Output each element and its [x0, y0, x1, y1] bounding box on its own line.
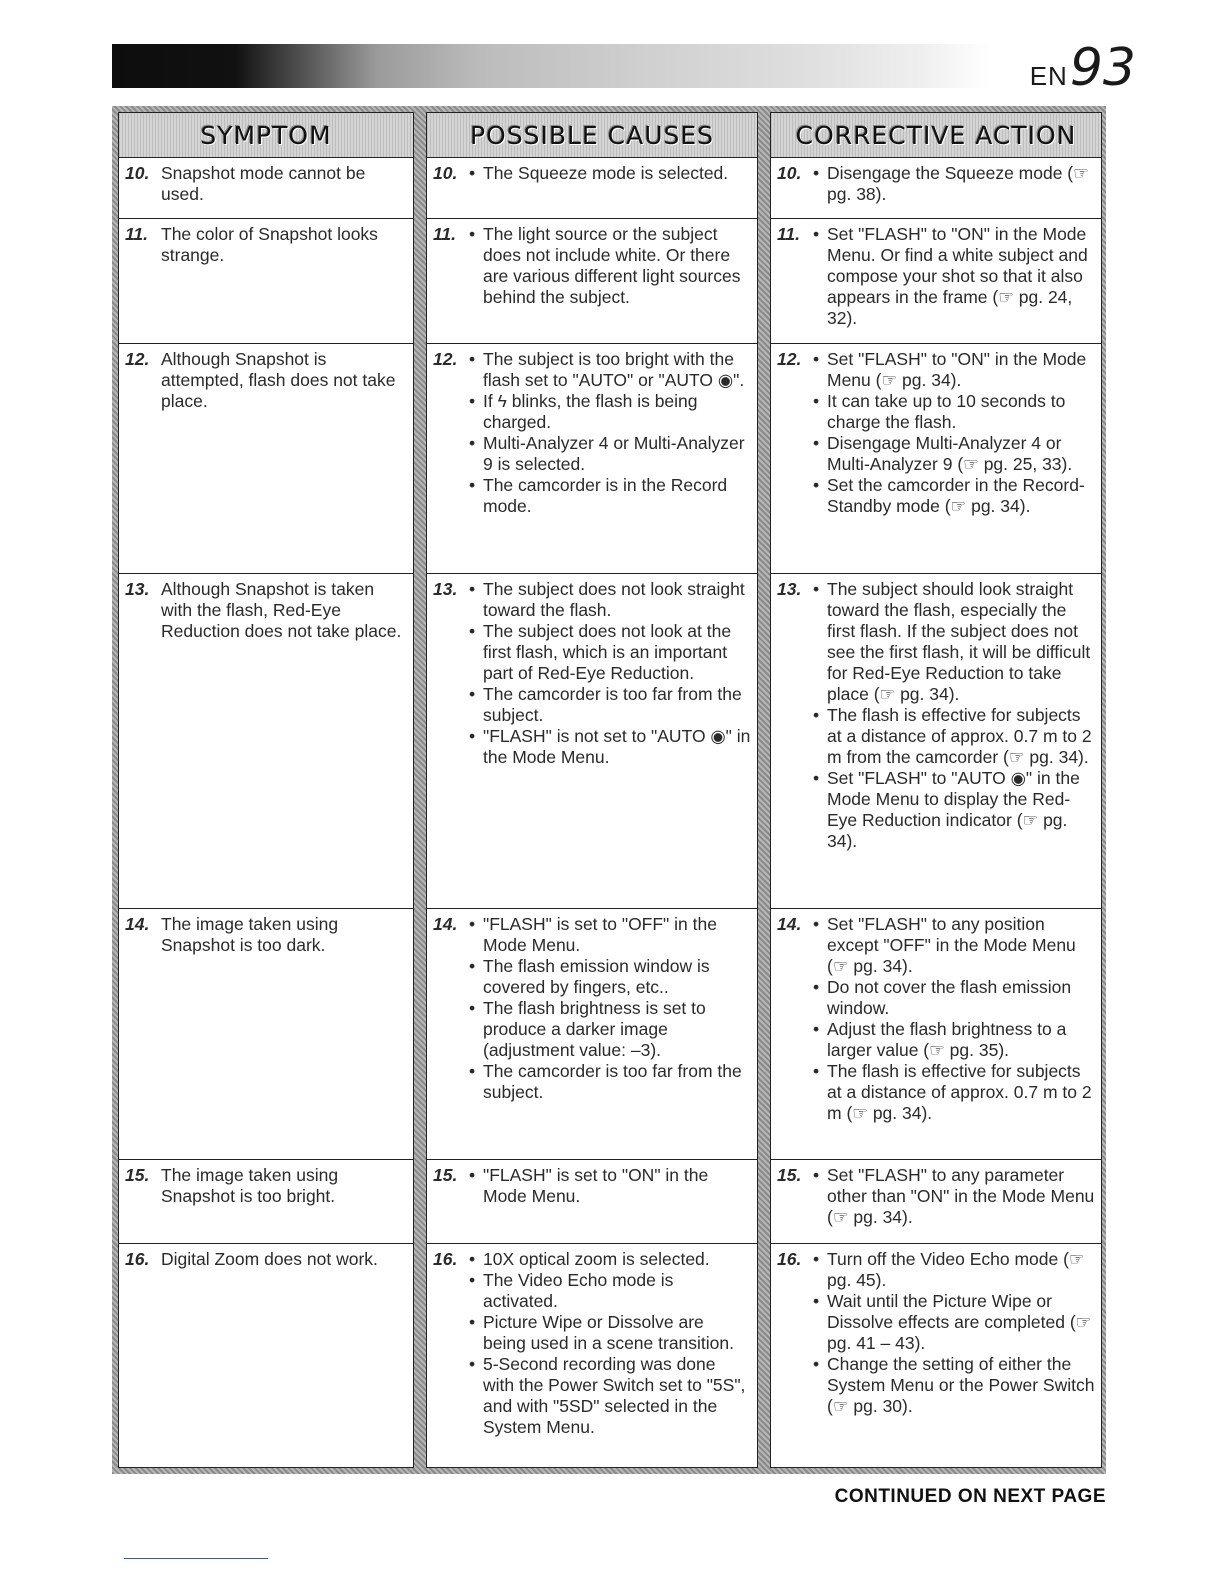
action-text: Set the camcorder in the Record-Standby mode (☞ pg. 34).: [827, 475, 1085, 516]
item-number: 14.: [777, 914, 802, 934]
symptom-text: Digital Zoom does not work.: [161, 1249, 378, 1269]
action-item: [813, 768, 1095, 852]
cause-text: 10X optical zoom is selected.: [483, 1249, 710, 1269]
item-number: 14.: [125, 914, 150, 934]
bullet-icon: •: [813, 475, 820, 495]
action-text: Do not cover the flash emission window.: [827, 977, 1072, 1018]
cause-item: [469, 475, 751, 517]
cause-text: "FLASH" is set to "ON" in the Mode Menu.: [483, 1165, 709, 1206]
action-text: The subject should look straight toward the flash, especially the first flash. If the subject does not see the first flash, it will be difficult for Red-Eye Reduction to take place (☞ pg. 34).: [827, 579, 1091, 704]
list-item: [433, 224, 751, 308]
cause-list: [469, 1249, 751, 1438]
action-item: [813, 163, 1095, 205]
action-text: Set "FLASH" to any parameter other than "ON" in the Mode Menu (☞ pg. 34).: [827, 1165, 1095, 1227]
possible-causes-header-label: POSSIBLE CAUSES: [469, 120, 715, 150]
item-number: 14.: [433, 914, 458, 934]
cause-text: The Squeeze mode is selected.: [483, 163, 729, 183]
action-item: [813, 1249, 1095, 1291]
footer-rule: [124, 1558, 268, 1559]
table-row: [427, 343, 757, 574]
table-row: [771, 908, 1101, 1160]
action-text: Disengage Multi-Analyzer 4 or Multi-Analyzer 9 (☞ pg. 25, 33).: [827, 433, 1073, 474]
cause-item: [469, 956, 751, 998]
item-number: 13.: [777, 579, 802, 599]
bullet-icon: •: [469, 1270, 476, 1290]
table-row: [427, 157, 757, 219]
bullet-icon: •: [469, 1249, 476, 1269]
action-item: [813, 1061, 1095, 1124]
bullet-icon: •: [469, 391, 476, 411]
table-row: [771, 218, 1101, 344]
action-item: [813, 475, 1095, 517]
bullet-icon: •: [469, 1354, 476, 1374]
item-number: 16.: [433, 1249, 458, 1269]
cause-text: 5-Second recording was done with the Power Switch set to "5S", and with "5SD" selected in the System Menu.: [483, 1354, 746, 1437]
cause-text: The flash emission window is covered by fingers, etc..: [483, 956, 710, 997]
action-list: [813, 224, 1095, 329]
action-text: Set "FLASH" to any position except "OFF" in the Mode Menu (☞ pg. 34).: [827, 914, 1076, 976]
bullet-icon: •: [813, 1291, 820, 1311]
cause-item: [469, 621, 751, 684]
action-list: [813, 163, 1095, 205]
cause-item: [469, 224, 751, 308]
cause-item: [469, 1312, 751, 1354]
cause-item: [469, 998, 751, 1061]
bullet-icon: •: [469, 621, 476, 641]
action-item: [813, 1019, 1095, 1061]
list-item: [433, 349, 751, 517]
symptom-text: Although Snapshot is attempted, flash does not take place.: [161, 349, 396, 411]
action-item: [813, 1291, 1095, 1354]
bullet-icon: •: [469, 1061, 476, 1081]
table-row: [119, 1243, 413, 1469]
cause-item: [469, 1061, 751, 1103]
table-row: [119, 908, 413, 1160]
symptom-text: The color of Snapshot looks strange.: [161, 224, 378, 265]
bullet-icon: •: [813, 349, 820, 369]
cause-list: [469, 579, 751, 768]
item-number: 12.: [125, 349, 150, 369]
bullet-icon: •: [813, 1165, 820, 1185]
list-item: [125, 579, 407, 642]
list-item: [777, 1249, 1095, 1417]
table-row: [427, 573, 757, 909]
cause-item: [469, 914, 751, 956]
bullet-icon: •: [813, 579, 820, 599]
list-item: [433, 1249, 751, 1438]
symptom-header: [119, 113, 413, 158]
action-item: [813, 1354, 1095, 1417]
table-row: [119, 218, 413, 344]
bullet-icon: •: [469, 1165, 476, 1185]
item-number: 15.: [125, 1165, 150, 1185]
cause-list: [469, 914, 751, 1103]
cause-item: [469, 163, 751, 184]
bullet-icon: •: [813, 433, 820, 453]
item-number: 11.: [125, 224, 149, 244]
action-item: [813, 349, 1095, 391]
cause-text: The light source or the subject does not include white. Or there are various different light sources behind the subject.: [483, 224, 741, 307]
bullet-icon: •: [469, 684, 476, 704]
cause-item: [469, 684, 751, 726]
action-item: [813, 433, 1095, 475]
bullet-icon: •: [469, 475, 476, 495]
item-number: 10.: [777, 163, 802, 183]
bullet-icon: •: [813, 1249, 820, 1269]
list-item: [777, 163, 1095, 205]
action-list: [813, 579, 1095, 852]
symptom-text: Snapshot mode cannot be used.: [161, 163, 366, 204]
bullet-icon: •: [813, 768, 820, 788]
item-number: 11.: [433, 224, 457, 244]
table-row: [427, 908, 757, 1160]
bullet-icon: •: [813, 163, 820, 183]
bullet-icon: •: [469, 956, 476, 976]
cause-item: [469, 391, 751, 433]
list-item: [777, 579, 1095, 852]
table-row: [771, 1243, 1101, 1469]
cause-item: [469, 1165, 751, 1207]
symptom-column: [118, 112, 414, 1468]
table-row: [427, 218, 757, 344]
table-row: [119, 343, 413, 574]
symptom-text: The image taken using Snapshot is too dark.: [161, 914, 339, 955]
cause-list: [469, 224, 751, 308]
possible-causes-header: [427, 113, 757, 158]
item-number: 11.: [777, 224, 801, 244]
item-number: 13.: [433, 579, 458, 599]
cause-list: [469, 1165, 751, 1207]
cause-text: The subject does not look straight toward the flash.: [483, 579, 745, 620]
action-list: [813, 1165, 1095, 1228]
continued-on-next-page: CONTINUED ON NEXT PAGE: [834, 1486, 1106, 1507]
list-item: [777, 224, 1095, 329]
bullet-icon: •: [469, 726, 476, 746]
bullet-icon: •: [813, 705, 820, 725]
table-row: [119, 1159, 413, 1244]
table-row: [771, 157, 1101, 219]
bullet-icon: •: [813, 914, 820, 934]
cause-item: [469, 433, 751, 475]
table-row: [771, 573, 1101, 909]
action-item: [813, 579, 1095, 705]
action-text: Set "FLASH" to "AUTO ◉" in the Mode Menu to display the Red-Eye Reduction indicator (☞ pg. 34).: [827, 768, 1080, 851]
bullet-icon: •: [813, 391, 820, 411]
cause-text: "FLASH" is set to "OFF" in the Mode Menu.: [483, 914, 717, 955]
list-item: [777, 1165, 1095, 1228]
list-item: [125, 914, 407, 956]
list-item: [125, 224, 407, 266]
action-text: Change the setting of either the System Menu or the Power Switch (☞ pg. 30).: [827, 1354, 1095, 1416]
list-item: [125, 1249, 407, 1270]
cause-text: "FLASH" is not set to "AUTO ◉" in the Mode Menu.: [483, 726, 751, 767]
bullet-icon: •: [469, 998, 476, 1018]
cause-item: [469, 1270, 751, 1312]
action-text: Turn off the Video Echo mode (☞ pg. 45).: [827, 1249, 1085, 1290]
cause-text: The Video Echo mode is activated.: [483, 1270, 674, 1311]
list-item: [777, 914, 1095, 1124]
action-item: [813, 1165, 1095, 1228]
list-item: [433, 914, 751, 1103]
list-item: [125, 163, 407, 205]
table-row: [119, 573, 413, 909]
cause-text: If ϟ blinks, the flash is being charged.: [483, 391, 698, 432]
item-number: 15.: [433, 1165, 458, 1185]
action-text: The flash is effective for subjects at a distance of approx. 0.7 m to 2 m (☞ pg. 34).: [827, 1061, 1092, 1123]
bullet-icon: •: [469, 349, 476, 369]
table-row: [427, 1243, 757, 1469]
cause-item: [469, 579, 751, 621]
action-text: Adjust the flash brightness to a larger value (☞ pg. 35).: [827, 1019, 1067, 1060]
troubleshooting-table: [112, 106, 1106, 1474]
cause-text: The subject is too bright with the flash set to "AUTO" or "AUTO ◉".: [483, 349, 745, 390]
header-gradient-bar: [112, 44, 992, 88]
action-text: The flash is effective for subjects at a distance of approx. 0.7 m to 2 m from the camcorder (☞ pg. 34).: [827, 705, 1092, 767]
bullet-icon: •: [813, 1061, 820, 1081]
item-number: 12.: [433, 349, 458, 369]
action-list: [813, 349, 1095, 517]
cause-item: [469, 1354, 751, 1438]
cause-text: Multi-Analyzer 4 or Multi-Analyzer 9 is selected.: [483, 433, 745, 474]
item-number: 16.: [125, 1249, 150, 1269]
item-number: 12.: [777, 349, 802, 369]
table-row: [427, 1159, 757, 1244]
item-number: 13.: [125, 579, 150, 599]
action-item: [813, 977, 1095, 1019]
bullet-icon: •: [813, 1019, 820, 1039]
bullet-icon: •: [469, 579, 476, 599]
action-item: [813, 224, 1095, 329]
action-list: [813, 914, 1095, 1124]
bullet-icon: •: [813, 977, 820, 997]
cause-text: Picture Wipe or Dissolve are being used in a scene transition.: [483, 1312, 734, 1353]
list-item: [433, 163, 751, 184]
cause-text: The camcorder is in the Record mode.: [483, 475, 728, 516]
cause-text: The camcorder is too far from the subject.: [483, 1061, 742, 1102]
action-list: [813, 1249, 1095, 1417]
page-number-value: 93: [1069, 38, 1136, 98]
corrective-action-header-label: CORRECTIVE ACTION: [795, 120, 1077, 150]
list-item: [433, 579, 751, 768]
cause-text: The subject does not look at the first flash, which is an important part of Red-Eye Reduction.: [483, 621, 732, 683]
cause-item: [469, 726, 751, 768]
list-item: [777, 349, 1095, 517]
language-label: EN: [1029, 61, 1068, 91]
bullet-icon: •: [469, 914, 476, 934]
bullet-icon: •: [469, 1312, 476, 1332]
action-item: [813, 914, 1095, 977]
action-text: Set "FLASH" to "ON" in the Mode Menu. Or find a white subject and compose your shot so that it also appears in the frame (☞ pg. 24, 32).: [827, 224, 1088, 328]
bullet-icon: •: [813, 1354, 820, 1374]
list-item: [125, 349, 407, 412]
cause-item: [469, 1249, 751, 1270]
cause-text: The camcorder is too far from the subject.: [483, 684, 742, 725]
table-row: [119, 157, 413, 219]
bullet-icon: •: [813, 224, 820, 244]
corrective-action-header: [771, 113, 1101, 158]
cause-item: [469, 349, 751, 391]
corrective-action-column: [770, 112, 1102, 1468]
page-number: [1030, 38, 1136, 98]
bullet-icon: •: [469, 163, 476, 183]
item-number: 10.: [433, 163, 458, 183]
symptom-text: Although Snapshot is taken with the flash, Red-Eye Reduction does not take place.: [161, 579, 402, 641]
item-number: 15.: [777, 1165, 802, 1185]
bullet-icon: •: [469, 433, 476, 453]
action-text: It can take up to 10 seconds to charge the flash.: [827, 391, 1066, 432]
item-number: 10.: [125, 163, 150, 183]
list-item: [125, 1165, 407, 1207]
possible-causes-column: [426, 112, 758, 1468]
table-row: [771, 343, 1101, 574]
table-row: [771, 1159, 1101, 1244]
symptom-text: The image taken using Snapshot is too bright.: [161, 1165, 339, 1206]
action-text: Set "FLASH" to "ON" in the Mode Menu (☞ pg. 34).: [827, 349, 1087, 390]
action-text: Disengage the Squeeze mode (☞ pg. 38).: [827, 163, 1089, 204]
list-item: [433, 1165, 751, 1207]
action-text: Wait until the Picture Wipe or Dissolve effects are completed (☞ pg. 41 – 43).: [827, 1291, 1092, 1353]
item-number: 16.: [777, 1249, 802, 1269]
symptom-header-label: SYMPTOM: [200, 120, 332, 150]
cause-list: [469, 163, 751, 184]
cause-text: The flash brightness is set to produce a darker image (adjustment value: –3).: [483, 998, 706, 1060]
bullet-icon: •: [469, 224, 476, 244]
cause-list: [469, 349, 751, 517]
action-item: [813, 391, 1095, 433]
action-item: [813, 705, 1095, 768]
